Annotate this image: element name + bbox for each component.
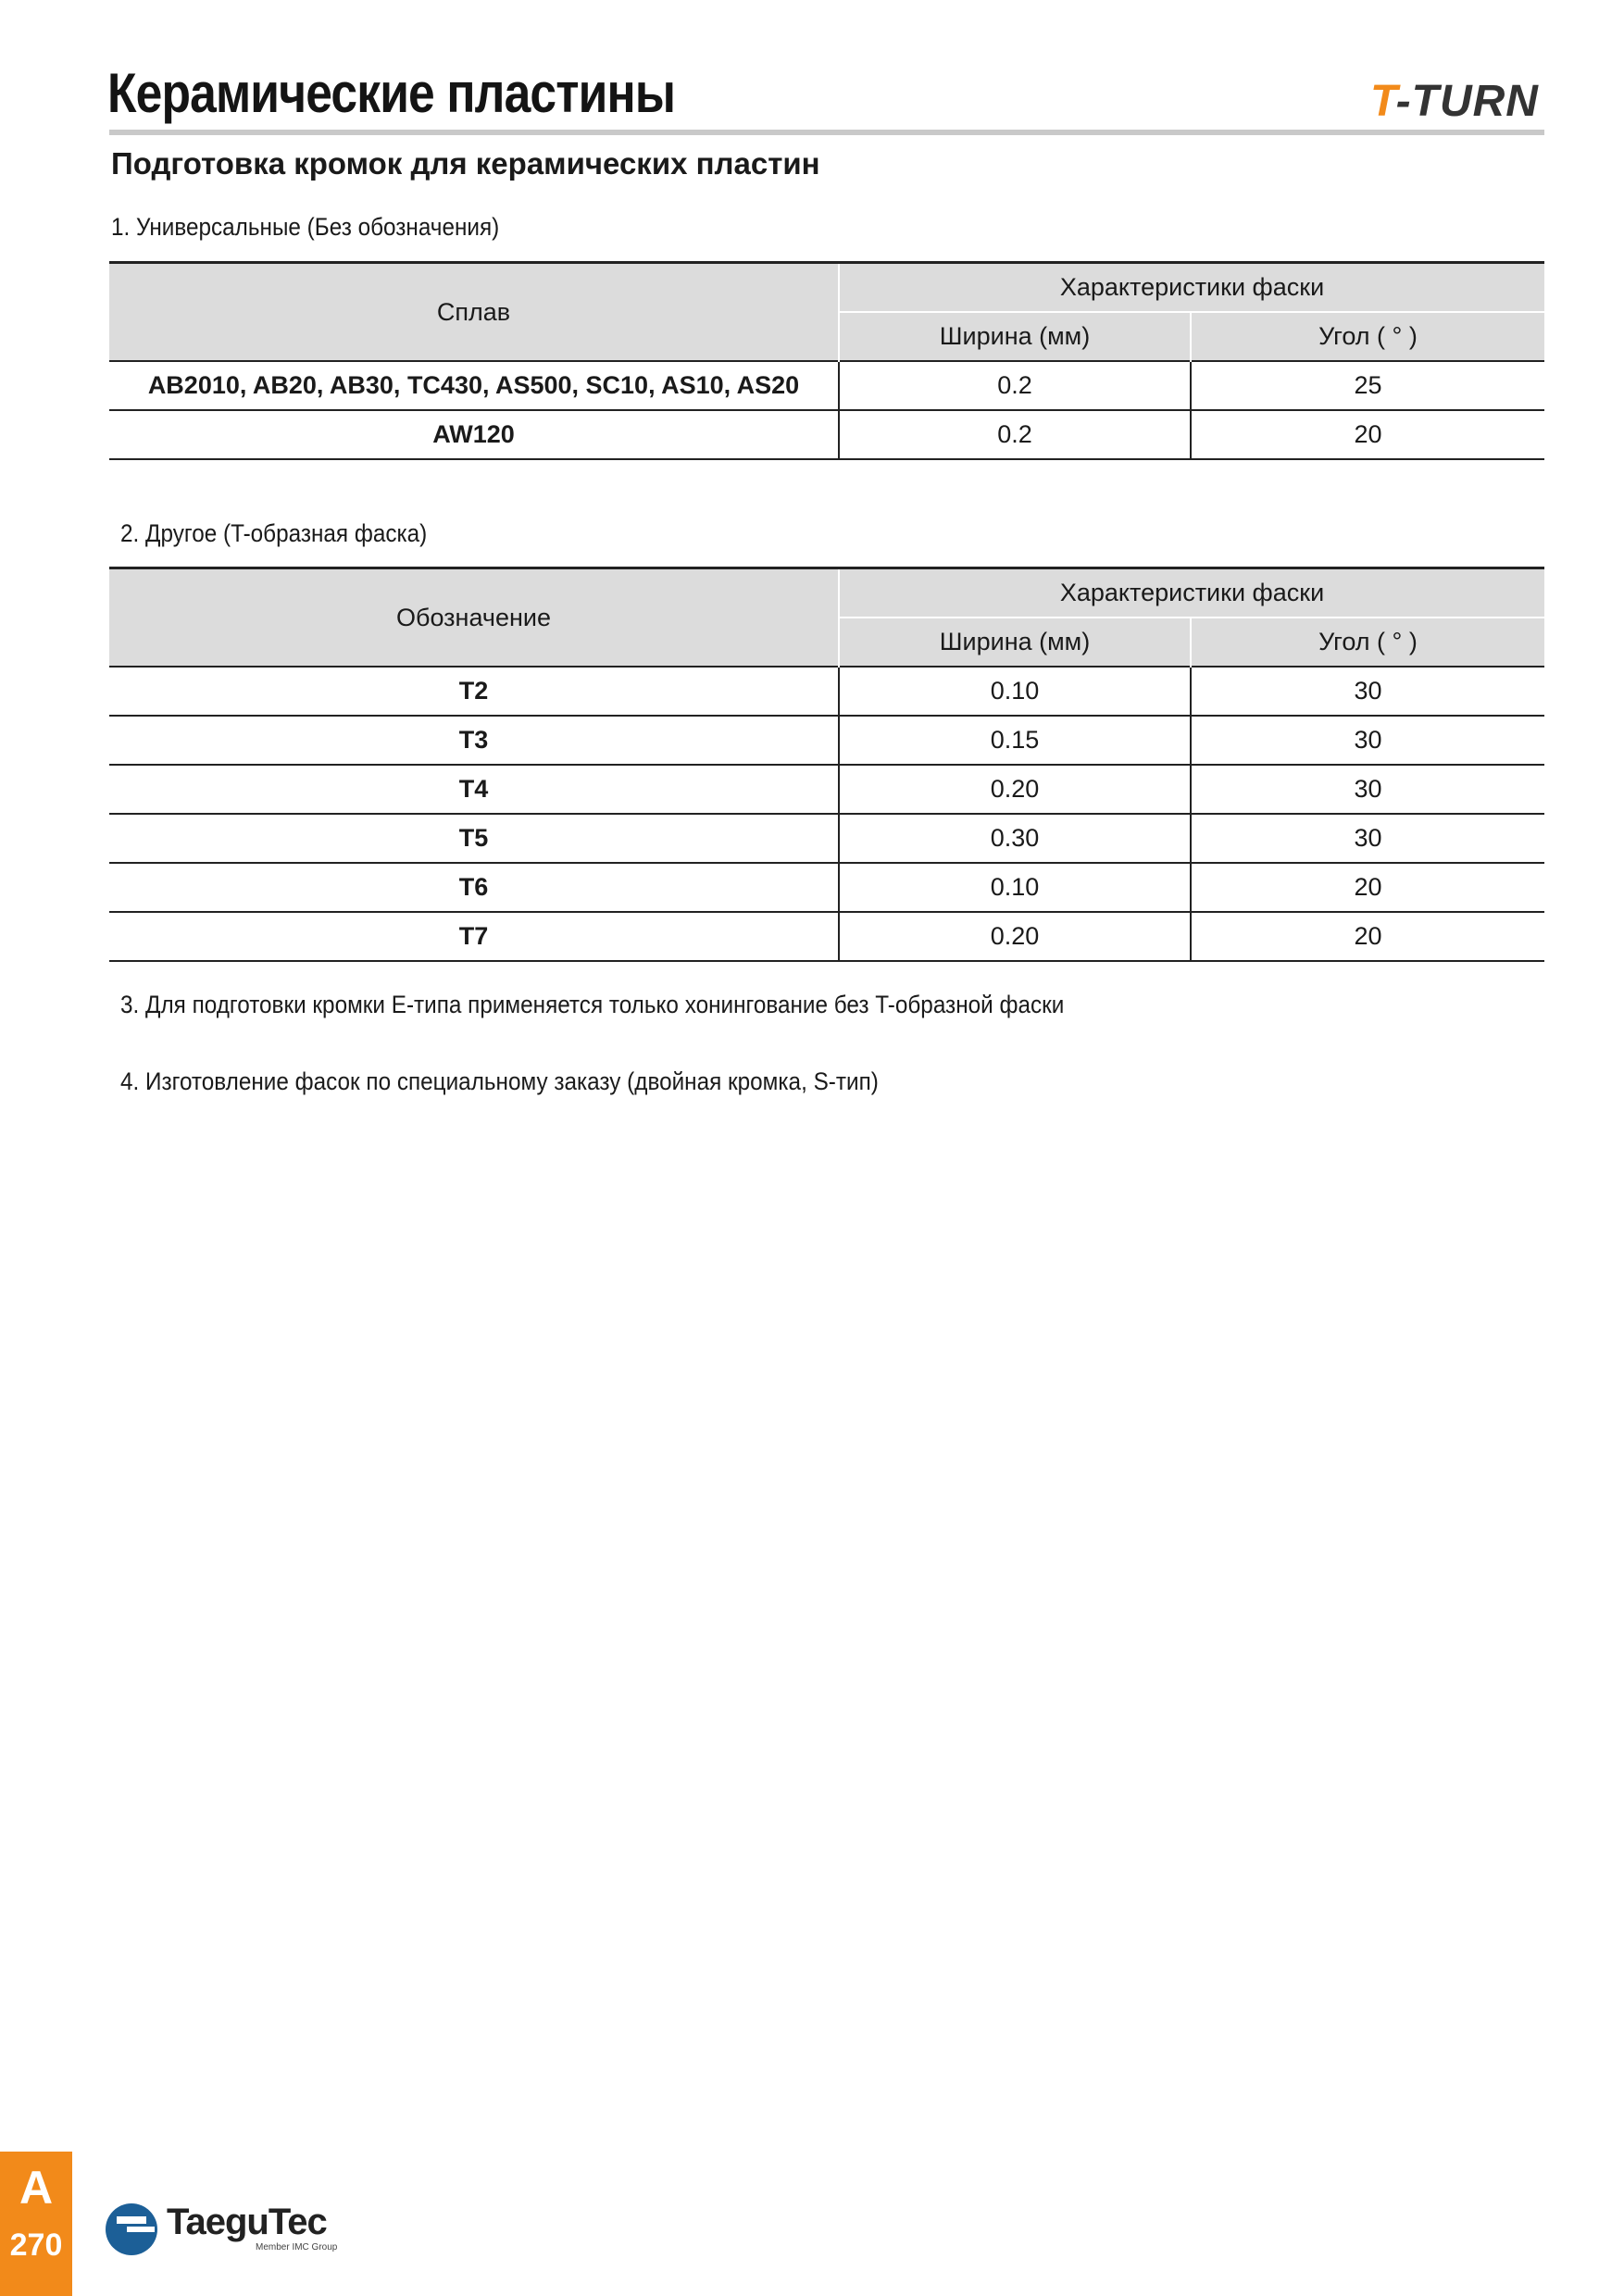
section-2-label: 2. Другое (T-образная фаска) (120, 519, 428, 547)
angle-cell: 30 (1191, 716, 1544, 765)
column-header-angle: Угол ( ° ) (1191, 618, 1544, 667)
angle-cell: 30 (1191, 765, 1544, 814)
table-row (109, 765, 1544, 814)
column-header-designation: Обозначение (109, 568, 839, 668)
table-row (109, 912, 1544, 961)
table-row (109, 667, 1544, 716)
taegutec-logo (106, 2200, 346, 2255)
column-header-width: Ширина (мм) (839, 312, 1191, 361)
width-cell: 0.2 (839, 410, 1191, 459)
angle-cell: 25 (1191, 361, 1544, 410)
table-row (109, 716, 1544, 765)
section-1-label: 1. Универсальные (Без обозначения) (111, 213, 500, 241)
note-3: 3. Для подготовки кромки E-типа применяется только хонингование без T-образной фаски (120, 991, 1065, 1018)
column-group-chamfer: Характеристики фаски (839, 263, 1544, 313)
table-row (109, 361, 1544, 410)
table-row (109, 814, 1544, 863)
alloy-cell: AB2010, AB20, AB30, TC430, AS500, SC10, AS10, AS20 (109, 361, 839, 410)
page-subtitle: Подготовка кромок для керамических пластин (111, 146, 820, 181)
note-4: 4. Изготовление фасок по специальному заказу (двойная кромка, S-тип) (120, 1067, 879, 1095)
column-header-angle: Угол ( ° ) (1191, 312, 1544, 361)
title-divider (109, 130, 1544, 135)
width-cell: 0.2 (839, 361, 1191, 410)
t-turn-logo: T-TURN (1370, 77, 1539, 126)
angle-cell: 20 (1191, 410, 1544, 459)
angle-cell: 20 (1191, 912, 1544, 961)
page-title: Керамические пластины (107, 62, 676, 124)
designation-cell: T3 (109, 716, 839, 765)
table-row (109, 863, 1544, 912)
section-tab (0, 2152, 72, 2296)
company-name: TaeguTec (167, 2202, 327, 2242)
column-header-width: Ширина (мм) (839, 618, 1191, 667)
angle-cell: 30 (1191, 667, 1544, 716)
universal-edge-table (109, 261, 1544, 460)
width-cell: 0.20 (839, 912, 1191, 961)
angle-cell: 20 (1191, 863, 1544, 912)
width-cell: 0.15 (839, 716, 1191, 765)
designation-cell: T5 (109, 814, 839, 863)
page-number: 270 (9, 2227, 63, 2263)
column-header-alloy: Сплав (109, 263, 839, 362)
width-cell: 0.10 (839, 667, 1191, 716)
width-cell: 0.10 (839, 863, 1191, 912)
taegutec-emblem-icon (106, 2203, 157, 2255)
column-group-chamfer: Характеристики фаски (839, 568, 1544, 618)
designation-cell: T4 (109, 765, 839, 814)
section-letter: A (19, 2162, 54, 2214)
designation-cell: T7 (109, 912, 839, 961)
designation-cell: T2 (109, 667, 839, 716)
company-tagline: Member IMC Group (256, 2242, 338, 2252)
table-row (109, 410, 1544, 459)
width-cell: 0.30 (839, 814, 1191, 863)
t-land-edge-table (109, 567, 1544, 962)
angle-cell: 30 (1191, 814, 1544, 863)
alloy-cell: AW120 (109, 410, 839, 459)
designation-cell: T6 (109, 863, 839, 912)
width-cell: 0.20 (839, 765, 1191, 814)
